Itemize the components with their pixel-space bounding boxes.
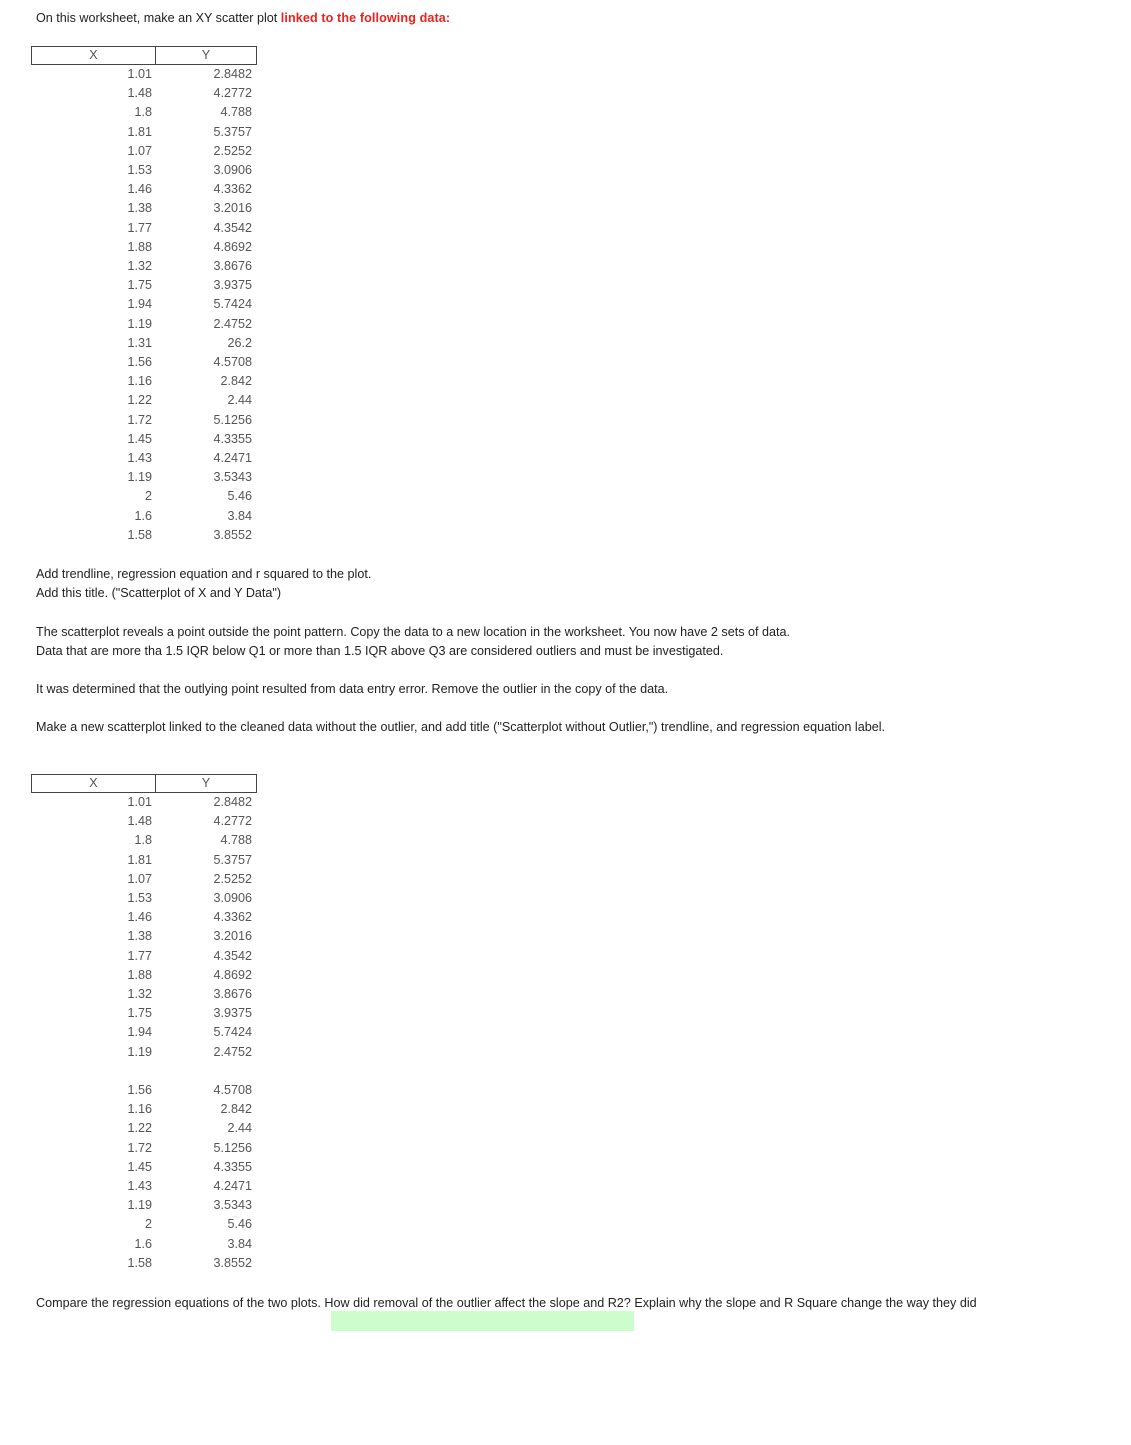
- table-row: [31, 1177, 257, 1196]
- table-row: [31, 161, 257, 180]
- table-row: [31, 411, 257, 430]
- intro-line: [36, 10, 450, 26]
- cell-x[interactable]: 1.81: [127, 124, 152, 139]
- cell-x[interactable]: 1.19: [127, 1044, 152, 1059]
- table-row: [31, 180, 257, 199]
- table-header: [31, 774, 257, 793]
- cell-x[interactable]: 1.94: [127, 297, 152, 312]
- cell-x[interactable]: 1.58: [127, 527, 152, 542]
- cell-x[interactable]: 1.32: [127, 259, 152, 273]
- cell-x[interactable]: 1.01: [127, 795, 152, 809]
- cell-x[interactable]: 1.75: [127, 278, 152, 293]
- cell-x[interactable]: 1.56: [127, 355, 152, 369]
- table-row: [31, 65, 257, 84]
- cell-y[interactable]: 4.2471: [213, 1179, 252, 1193]
- cell-x[interactable]: 1.53: [127, 891, 152, 905]
- cell-x[interactable]: 1.6: [134, 1236, 152, 1251]
- cell-x[interactable]: 1.77: [127, 948, 152, 963]
- cell-x[interactable]: 1.48: [127, 86, 152, 101]
- cell-x[interactable]: 1.48: [127, 814, 152, 829]
- cell-y[interactable]: 5.3757: [213, 124, 252, 139]
- table-row: [31, 123, 257, 142]
- cell-y[interactable]: 4.3362: [213, 182, 252, 197]
- cell-y[interactable]: 3.5343: [213, 470, 252, 485]
- header-y[interactable]: Y: [155, 46, 257, 65]
- cell-x[interactable]: 1.53: [127, 163, 152, 177]
- cell-y[interactable]: 2.44: [227, 393, 252, 408]
- cell-y[interactable]: 4.8692: [213, 967, 252, 982]
- cell-x[interactable]: 1.94: [127, 1025, 152, 1040]
- table-row: [31, 793, 257, 812]
- cell-y[interactable]: 2.4752: [213, 1044, 252, 1059]
- instruction-outlier-rule: Data that are more tha 1.5 IQR below Q1 or more than 1.5 IQR above Q3 are considered outliers and must be investigated.: [36, 644, 724, 658]
- table-row: [31, 966, 257, 985]
- cell-x[interactable]: 1.46: [127, 182, 152, 197]
- table-row: [31, 295, 257, 314]
- cell-x[interactable]: 1.22: [127, 393, 152, 408]
- question-text: Compare the regression equations of the two plots. How did removal of the outlier affect the slope and R2? Explain why the slope and R Square change the way they did: [36, 1296, 977, 1310]
- table-row: [31, 1043, 257, 1062]
- cell-y[interactable]: 4.2772: [213, 814, 252, 829]
- table-row: [31, 487, 257, 506]
- cell-x[interactable]: 1.88: [127, 239, 152, 254]
- cell-x[interactable]: 1.16: [127, 374, 152, 389]
- cell-y[interactable]: 3.84: [227, 1236, 252, 1251]
- cell-x[interactable]: 2: [144, 489, 152, 504]
- instruction-title: Add this title. ("Scatterplot of X and Y Data"): [36, 586, 282, 600]
- table-row: [31, 1119, 257, 1138]
- cell-y[interactable]: 4.3542: [213, 220, 252, 235]
- table-row: [31, 1139, 257, 1158]
- cell-y[interactable]: 2.8482: [213, 795, 252, 809]
- table-row: [31, 219, 257, 238]
- cell-x[interactable]: 1.38: [127, 929, 152, 944]
- cell-x[interactable]: 1.56: [127, 1083, 152, 1097]
- table-row: [31, 391, 257, 410]
- cell-y[interactable]: 4.5708: [213, 355, 252, 369]
- cell-x[interactable]: 1.72: [127, 412, 152, 427]
- table-row: [31, 238, 257, 257]
- instruction-copy-data: The scatterplot reveals a point outside the point pattern. Copy the data to a new location in the worksheet. You now have 2 sets of data.: [36, 625, 791, 639]
- cell-x[interactable]: 1.43: [127, 451, 152, 465]
- cell-x[interactable]: 1.32: [127, 987, 152, 1001]
- cell-y[interactable]: 5.7424: [213, 297, 252, 312]
- cell-y[interactable]: 4.8692: [213, 239, 252, 254]
- table-row: [31, 276, 257, 295]
- table-row: [31, 142, 257, 161]
- table-row: [31, 1062, 257, 1081]
- table-row: [31, 1100, 257, 1119]
- cell-y[interactable]: 5.46: [227, 1217, 252, 1232]
- instruction-new-plot: Make a new scatterplot linked to the cleaned data without the outlier, and add title ("Scatterplot without Outlier,") trendline, and regression equation label.: [36, 720, 886, 734]
- cell-y[interactable]: 5.7424: [213, 1025, 252, 1040]
- cell-y[interactable]: 2.842: [220, 374, 252, 389]
- table-row: [31, 1004, 257, 1023]
- table-row: [31, 103, 257, 122]
- cell-x[interactable]: 1.01: [127, 67, 152, 81]
- cell-x[interactable]: 1.38: [127, 201, 152, 216]
- table-row: [31, 315, 257, 334]
- cell-x[interactable]: 1.8: [134, 833, 152, 848]
- table-row: [31, 1254, 257, 1273]
- answer-cell[interactable]: [331, 1311, 634, 1331]
- intro-highlight: linked to the following data:: [280, 11, 451, 25]
- data-table-cleaned: [31, 774, 257, 1270]
- table-row: [31, 947, 257, 966]
- cell-x[interactable]: 1.72: [127, 1140, 152, 1155]
- cell-y[interactable]: 4.3355: [213, 431, 252, 446]
- cell-y[interactable]: 3.2016: [213, 201, 252, 216]
- table-row: [31, 889, 257, 908]
- table-row: [31, 507, 257, 526]
- cell-y[interactable]: 3.8676: [213, 987, 252, 1001]
- table-row: [31, 812, 257, 831]
- cell-y[interactable]: 2.842: [220, 1102, 252, 1117]
- cell-y[interactable]: 4.2772: [213, 86, 252, 101]
- header-x[interactable]: X: [31, 774, 156, 793]
- cell-x[interactable]: 1.46: [127, 910, 152, 925]
- table-row: [31, 1215, 257, 1234]
- table-row: [31, 1081, 257, 1100]
- cell-x[interactable]: 1.43: [127, 1179, 152, 1193]
- cell-x[interactable]: 1.81: [127, 852, 152, 867]
- cell-y[interactable]: 3.8552: [213, 1255, 252, 1270]
- cell-y[interactable]: 2.5252: [213, 143, 252, 158]
- cell-y[interactable]: 2.44: [227, 1121, 252, 1136]
- table-row: [31, 870, 257, 889]
- cell-y[interactable]: 3.8552: [213, 527, 252, 542]
- table-row: [31, 334, 257, 353]
- cell-x[interactable]: 1.19: [127, 1198, 152, 1213]
- table-row: [31, 1158, 257, 1177]
- cell-y[interactable]: 2.4752: [213, 316, 252, 331]
- cell-x[interactable]: 1.75: [127, 1006, 152, 1021]
- table-row: [31, 199, 257, 218]
- cell-x[interactable]: 1.07: [127, 871, 152, 886]
- cell-y[interactable]: 5.46: [227, 489, 252, 504]
- table-row: [31, 257, 257, 276]
- table-row: [31, 1196, 257, 1215]
- cell-x[interactable]: 2: [144, 1217, 152, 1232]
- cell-y[interactable]: 4.2471: [213, 451, 252, 465]
- cell-y[interactable]: 4.788: [220, 105, 252, 120]
- cell-x[interactable]: 1.45: [127, 1159, 152, 1174]
- header-y[interactable]: Y: [155, 774, 257, 793]
- table-row: [31, 468, 257, 487]
- cell-x[interactable]: 1.6: [134, 508, 152, 523]
- table-row: [31, 831, 257, 850]
- table-header: [31, 46, 257, 65]
- cell-y[interactable]: 4.5708: [213, 1083, 252, 1097]
- cell-x[interactable]: 1.77: [127, 220, 152, 235]
- cell-y[interactable]: 5.3757: [213, 852, 252, 867]
- cell-y[interactable]: 3.9375: [213, 1006, 252, 1021]
- data-table-original: [31, 46, 257, 542]
- table-row: [31, 526, 257, 545]
- table-row: [31, 1235, 257, 1254]
- instruction-remove-outlier: It was determined that the outlying point resulted from data entry error. Remove the outlier in the copy of the data.: [36, 682, 669, 696]
- cell-y[interactable]: 4.3542: [213, 948, 252, 963]
- cell-x[interactable]: 1.88: [127, 967, 152, 982]
- cell-y[interactable]: 3.5343: [213, 1198, 252, 1213]
- table-row: [31, 851, 257, 870]
- cell-y[interactable]: 3.9375: [213, 278, 252, 293]
- cell-y[interactable]: 4.3362: [213, 910, 252, 925]
- cell-y[interactable]: 26.2: [227, 335, 252, 350]
- table-row: [31, 84, 257, 103]
- cell-y[interactable]: 3.84: [227, 508, 252, 523]
- intro-text: On this worksheet, make an XY scatter plot: [36, 11, 281, 25]
- table-row: [31, 430, 257, 449]
- cell-y[interactable]: 2.8482: [213, 67, 252, 81]
- cell-y[interactable]: 5.1256: [213, 1140, 252, 1155]
- cell-y[interactable]: 3.0906: [213, 163, 252, 177]
- cell-x[interactable]: 1.45: [127, 431, 152, 446]
- table-row: [31, 1023, 257, 1042]
- table-row: [31, 927, 257, 946]
- cell-x[interactable]: 1.19: [127, 470, 152, 485]
- cell-x[interactable]: 1.31: [127, 335, 152, 350]
- instruction-trendline: Add trendline, regression equation and r squared to the plot.: [36, 567, 372, 581]
- header-x[interactable]: X: [31, 46, 156, 65]
- table-row: [31, 985, 257, 1004]
- cell-y[interactable]: 3.0906: [213, 891, 252, 905]
- cell-x[interactable]: 1.58: [127, 1255, 152, 1270]
- cell-x[interactable]: 1.16: [127, 1102, 152, 1117]
- cell-y[interactable]: 3.8676: [213, 259, 252, 273]
- table-row: [31, 449, 257, 468]
- cell-y[interactable]: 4.788: [220, 833, 252, 848]
- table-row: [31, 353, 257, 372]
- cell-y[interactable]: 3.2016: [213, 929, 252, 944]
- table-row: [31, 908, 257, 927]
- cell-x[interactable]: 1.19: [127, 316, 152, 331]
- cell-y[interactable]: 5.1256: [213, 412, 252, 427]
- table-row: [31, 372, 257, 391]
- cell-x[interactable]: 1.22: [127, 1121, 152, 1136]
- cell-y[interactable]: 4.3355: [213, 1159, 252, 1174]
- cell-x[interactable]: 1.07: [127, 143, 152, 158]
- cell-y[interactable]: 2.5252: [213, 871, 252, 886]
- cell-x[interactable]: 1.8: [134, 105, 152, 120]
